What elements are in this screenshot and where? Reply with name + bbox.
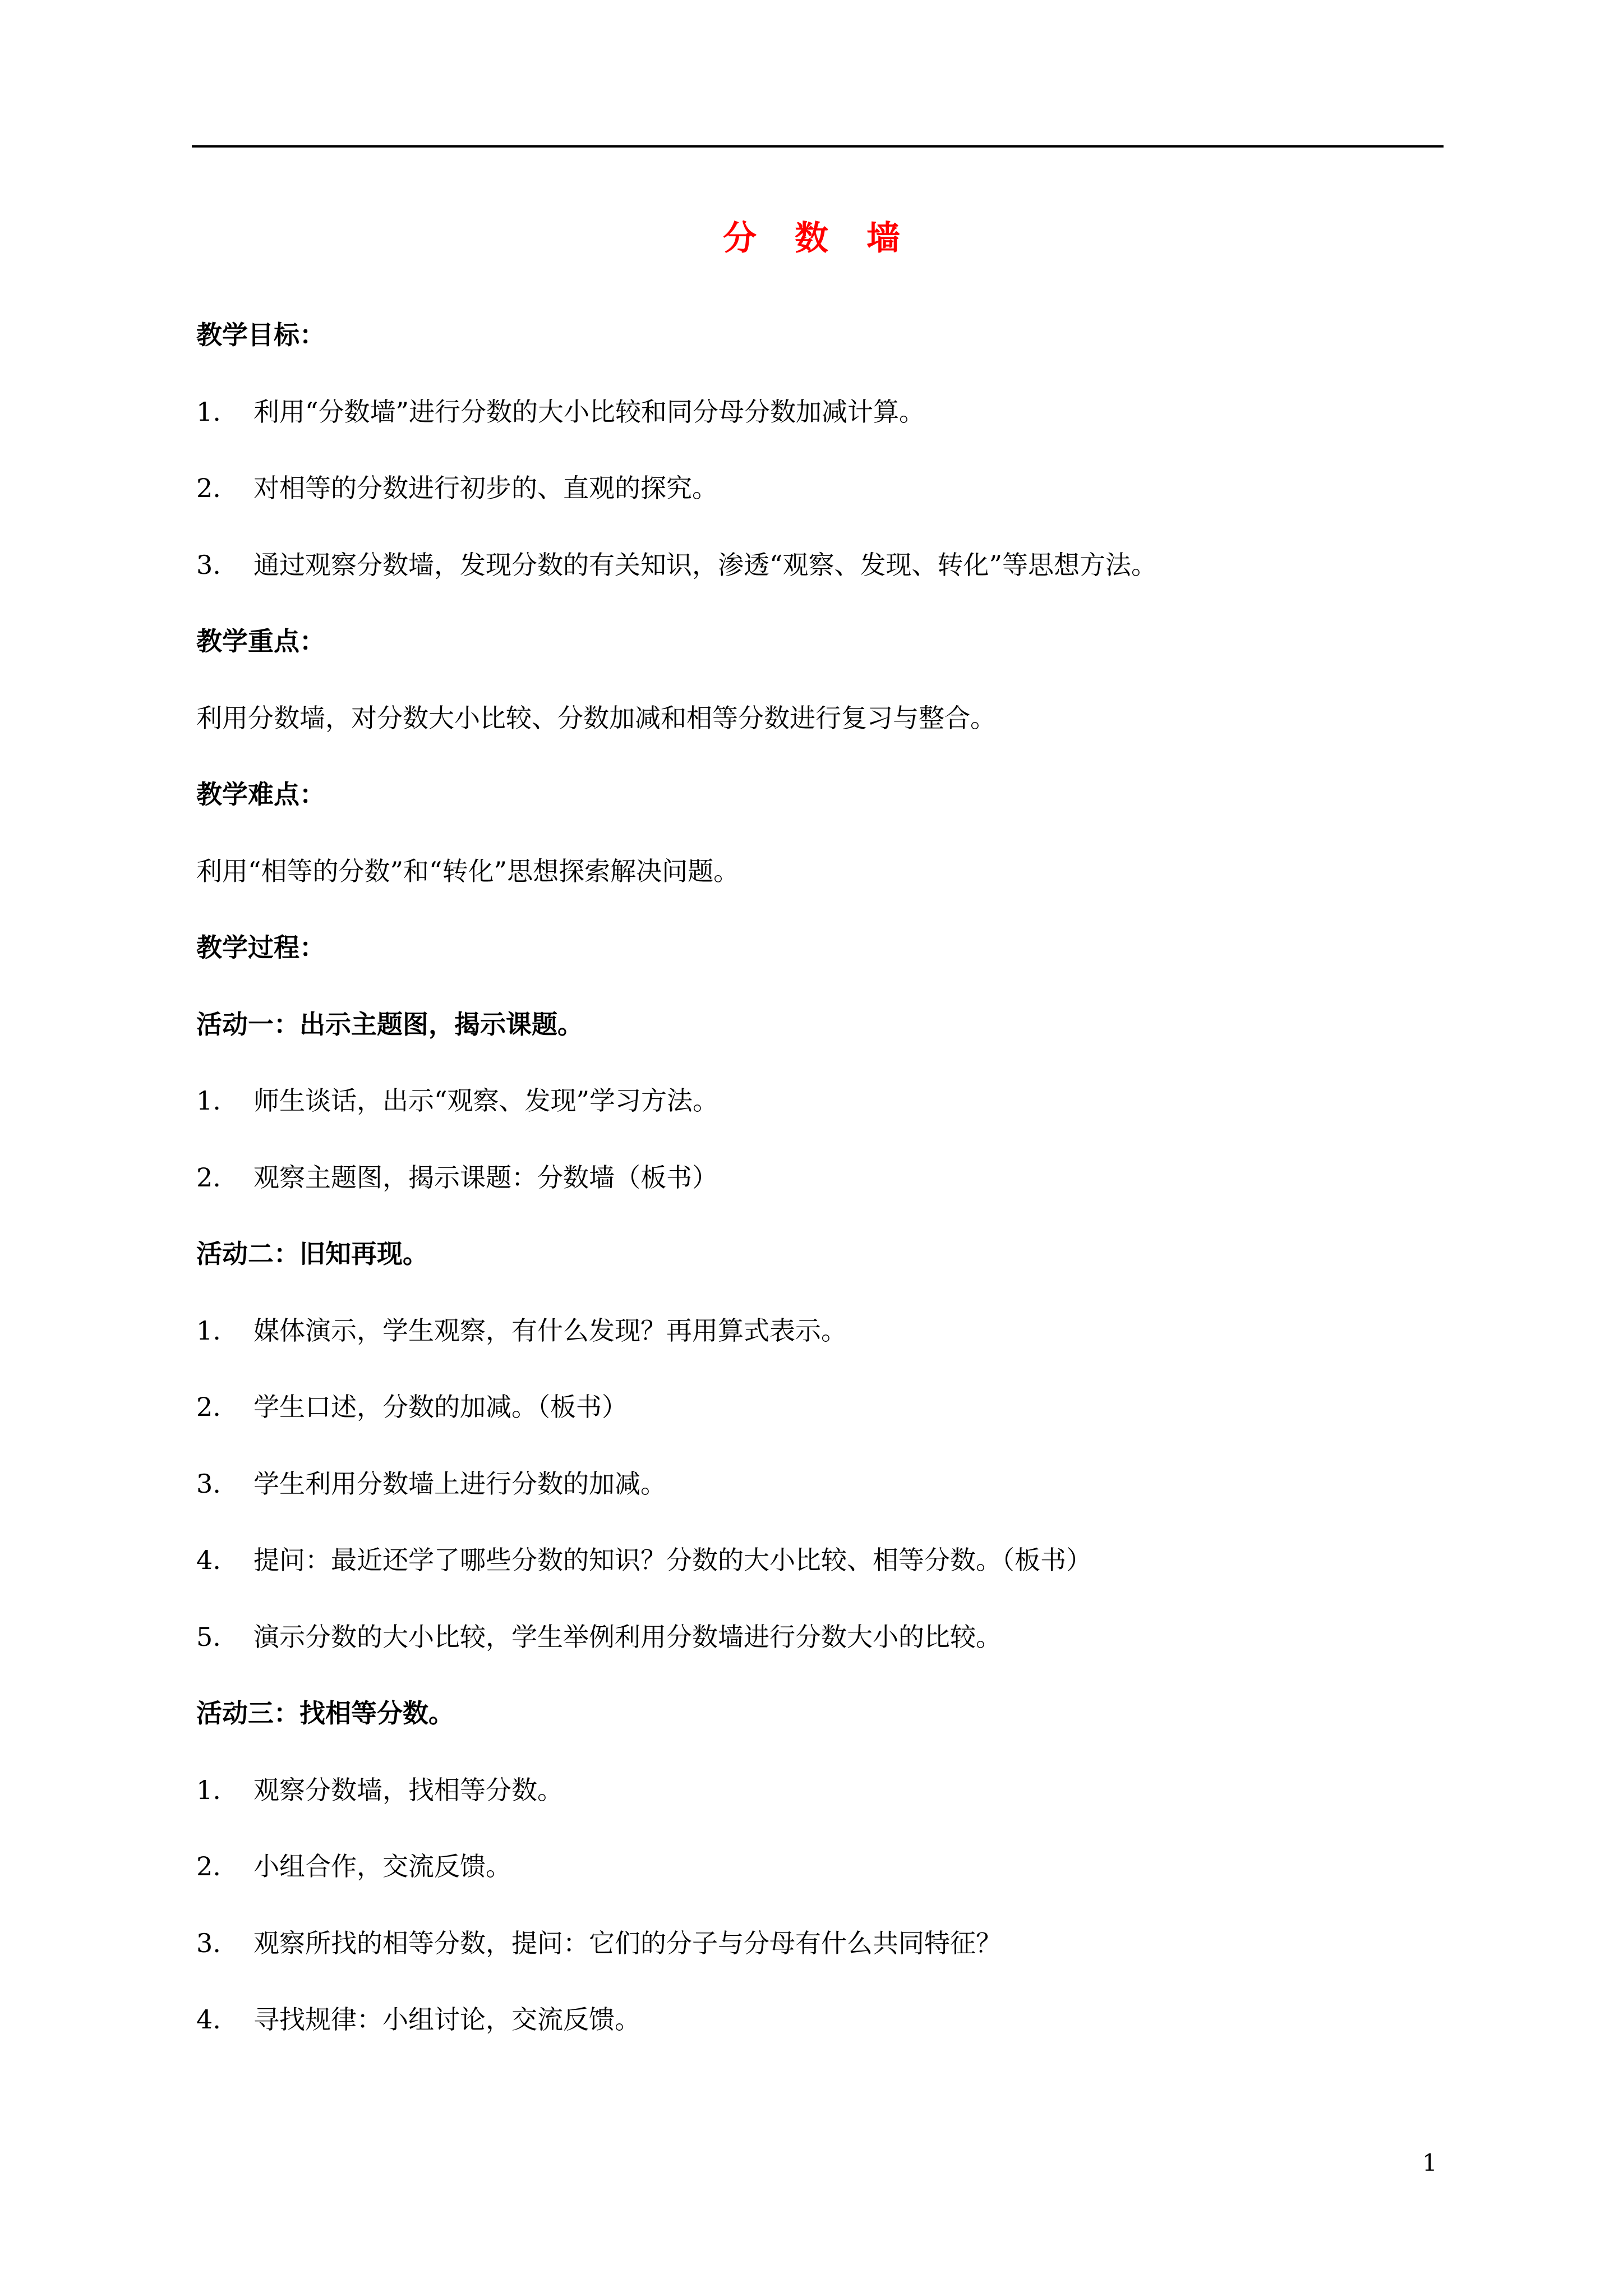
- activity3-heading: 活动三：找相等分数。: [196, 1698, 454, 1728]
- list-item-number: 3.: [196, 1928, 221, 1958]
- list-item-text: 通过观察分数墙，发现分数的有关知识，渗透“观察、发现、转化”等思想方法。: [253, 550, 1158, 580]
- list-item: [196, 2003, 640, 2036]
- list-item: [196, 1467, 666, 1501]
- list-item: [196, 1161, 718, 1194]
- list-item: [196, 471, 718, 505]
- key-points-text: 利用分数墙，对分数大小比较、分数加减和相等分数进行复习与整合。: [196, 703, 996, 733]
- list-item: [196, 395, 925, 429]
- process-heading: 教学过程：: [196, 932, 325, 963]
- list-item-text: 对相等的分数进行初步的、直观的探究。: [253, 473, 718, 503]
- list-item: [196, 1314, 847, 1347]
- list-item-number: 2.: [196, 473, 221, 503]
- list-item-number: 1.: [196, 1315, 221, 1346]
- list-item-text: 学生口述，分数的加减。（板书）: [253, 1392, 628, 1422]
- list-item: [196, 1773, 563, 1807]
- list-item-text: 提问：最近还学了哪些分数的知识？分数的大小比较、相等分数。（板书）: [253, 1545, 1092, 1575]
- page-number: 1: [1422, 2149, 1437, 2177]
- list-item: [196, 548, 1157, 582]
- document-title: 分数墙: [723, 219, 938, 258]
- list-item: [196, 1926, 1002, 1960]
- list-item-text: 媒体演示，学生观察，有什么发现？再用算式表示。: [253, 1315, 847, 1346]
- list-item-text: 演示分数的大小比较，学生举例利用分数墙进行分数大小的比较。: [253, 1622, 1002, 1652]
- key-points-heading: 教学重点：: [196, 626, 325, 656]
- list-item-number: 1.: [196, 1085, 221, 1116]
- list-item-number: 2.: [196, 1392, 221, 1422]
- list-item-text: 寻找规律：小组讨论，交流反馈。: [253, 2004, 640, 2035]
- list-item-number: 4.: [196, 1545, 221, 1575]
- list-item-text: 学生利用分数墙上进行分数的加减。: [253, 1469, 666, 1499]
- objectives-heading: 教学目标：: [196, 320, 325, 350]
- list-item-text: 观察所找的相等分数，提问：它们的分子与分母有什么共同特征？: [253, 1928, 1002, 1958]
- list-item-text: 师生谈话，出示“观察、发现”学习方法。: [253, 1085, 719, 1116]
- header-rule: [192, 145, 1444, 148]
- list-item: [196, 1390, 628, 1424]
- list-item: [196, 1620, 1002, 1654]
- list-item-text: 小组合作，交流反馈。: [253, 1851, 511, 1881]
- list-item-number: 4.: [196, 2004, 221, 2035]
- list-item-number: 2.: [196, 1851, 221, 1881]
- list-item-number: 5.: [196, 1622, 221, 1652]
- list-item-number: 1.: [196, 397, 221, 427]
- difficulties-text: 利用“相等的分数”和“转化”思想探索解决问题。: [196, 856, 740, 886]
- activity2-heading: 活动二：旧知再现。: [196, 1239, 428, 1269]
- list-item-text: 观察分数墙，找相等分数。: [253, 1775, 563, 1805]
- difficulties-heading: 教学难点：: [196, 779, 325, 809]
- list-item-number: 3.: [196, 1469, 221, 1499]
- list-item-number: 2.: [196, 1162, 221, 1193]
- activity1-heading: 活动一：出示主题图，揭示课题。: [196, 1009, 583, 1039]
- list-item-text: 利用“分数墙”进行分数的大小比较和同分母分数加减计算。: [253, 397, 925, 427]
- list-item-number: 3.: [196, 550, 221, 580]
- list-item-text: 观察主题图，揭示课题：分数墙（板书）: [253, 1162, 718, 1193]
- list-item-number: 1.: [196, 1775, 221, 1805]
- list-item: [196, 1849, 511, 1883]
- list-item: [196, 1084, 718, 1117]
- list-item: [196, 1543, 1092, 1577]
